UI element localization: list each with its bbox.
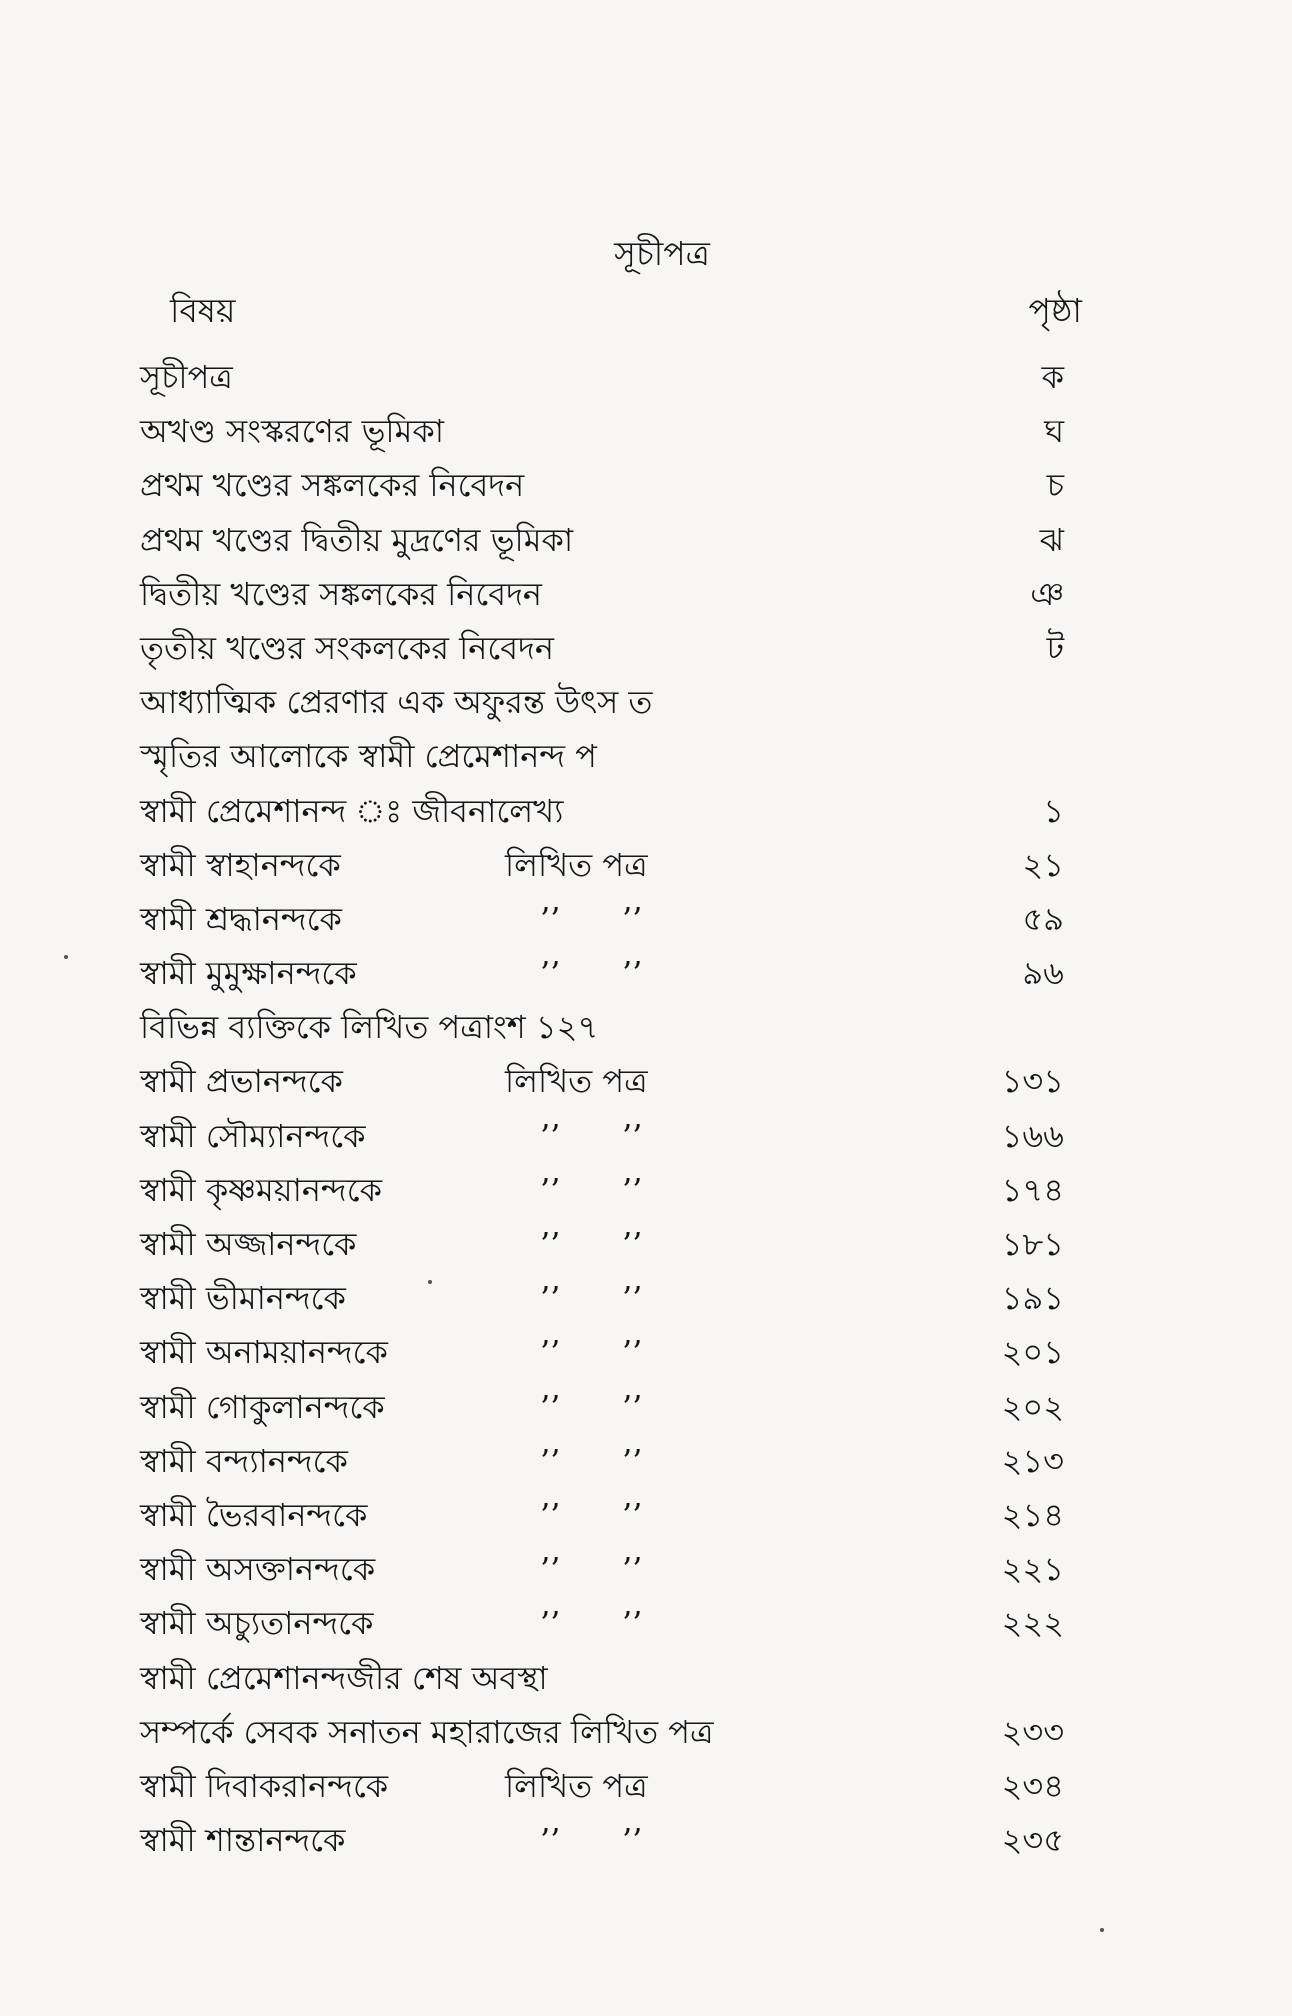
toc-entry-title: স্বামী বন্দ্যানন্দকে bbox=[140, 1441, 348, 1480]
toc-entry-title: স্বামী শান্তানন্দকে bbox=[140, 1821, 346, 1860]
subject-column-header: বিষয় bbox=[170, 291, 236, 330]
ditto-mark: ’’ bbox=[622, 899, 643, 938]
toc-entry-page: ৫৯ bbox=[1022, 899, 1064, 938]
toc-entry-page: ২০২ bbox=[1001, 1387, 1064, 1426]
ditto-mark: ’’ bbox=[540, 1604, 561, 1643]
toc-entry bbox=[140, 1651, 1080, 1705]
toc-entry bbox=[140, 1325, 1080, 1379]
toc-entry bbox=[140, 567, 1080, 621]
toc-entry-title: স্বামী প্রেমেশানন্দজীর শেষ অবস্থা bbox=[140, 1658, 548, 1697]
toc-entry bbox=[140, 1109, 1080, 1163]
toc-entry-page: ২২২ bbox=[1001, 1604, 1064, 1643]
ditto-mark: ’’ bbox=[540, 1821, 561, 1860]
ditto-mark: ’’ bbox=[540, 954, 561, 993]
print-speck bbox=[1100, 1928, 1104, 1932]
ditto-mark: ’’ bbox=[622, 1170, 643, 1209]
toc-entry-title: আধ্যাত্মিক প্রেরণার এক অফুরন্ত উৎস ত bbox=[140, 683, 653, 722]
toc-entry bbox=[140, 1488, 1080, 1542]
toc-entry-title: স্বামী স্বাহানন্দকে bbox=[140, 845, 341, 884]
letter-label: লিখিত পত্র bbox=[505, 845, 648, 884]
ditto-mark: ’’ bbox=[540, 1387, 561, 1426]
toc-entry-title: স্বামী সৌম্যানন্দকে bbox=[140, 1116, 366, 1155]
ditto-mark: ’’ bbox=[540, 1225, 561, 1263]
toc-entry bbox=[140, 729, 1080, 783]
toc-entry-title: স্বামী ভীমানন্দকে bbox=[140, 1279, 346, 1318]
toc-entry bbox=[140, 350, 1080, 404]
toc-entry bbox=[140, 1434, 1080, 1488]
ditto-mark: ’’ bbox=[540, 1170, 561, 1209]
toc-entry-title: বিভিন্ন ব্যক্তিকে লিখিত পত্রাংশ ১২৭ bbox=[140, 1008, 599, 1047]
toc-entry-page: ঝ bbox=[1039, 520, 1064, 559]
ditto-mark: ’’ bbox=[540, 1279, 561, 1318]
ditto-mark: ’’ bbox=[622, 1116, 643, 1155]
toc-entry bbox=[140, 1759, 1080, 1813]
toc-entry-page: ঘ bbox=[1044, 412, 1064, 451]
toc-entry-title: স্বামী অজ্জানন্দকে bbox=[140, 1225, 357, 1263]
toc-entry bbox=[140, 838, 1080, 892]
toc-entry-title: স্বামী শ্রদ্ধানন্দকে bbox=[140, 899, 342, 938]
ditto-mark: ’’ bbox=[622, 1604, 643, 1643]
toc-entry-title: অখণ্ড সংস্করণের ভূমিকা bbox=[140, 412, 445, 451]
toc-entry-title: স্বামী ভৈরবানন্দকে bbox=[140, 1495, 368, 1534]
toc-entry-page: ট bbox=[1046, 628, 1064, 667]
toc-entry-title: স্বামী অনাময়ানন্দকে bbox=[140, 1333, 388, 1372]
toc-entry-page: ২২১ bbox=[1001, 1550, 1064, 1589]
toc-entry bbox=[140, 1271, 1080, 1325]
toc-entry-title: দ্বিতীয় খণ্ডের সঙ্কলকের নিবেদন bbox=[140, 574, 542, 613]
toc-entry bbox=[140, 1163, 1080, 1217]
ditto-mark: ’’ bbox=[540, 1116, 561, 1155]
ditto-mark: ’’ bbox=[622, 1550, 643, 1589]
ditto-mark: ’’ bbox=[622, 1333, 643, 1372]
toc-entry bbox=[140, 784, 1080, 838]
toc-entry bbox=[140, 1596, 1080, 1650]
ditto-mark: ’’ bbox=[622, 1495, 643, 1534]
toc-entry-title: স্বামী কৃষ্ণময়ানন্দকে bbox=[140, 1170, 382, 1209]
toc-entry bbox=[140, 1054, 1080, 1108]
toc-entry-page: ১৬৬ bbox=[1001, 1116, 1064, 1155]
letter-label: লিখিত পত্র bbox=[505, 1766, 648, 1805]
toc-entry-page: ২৩৪ bbox=[1001, 1766, 1064, 1805]
toc-entry-page: ২১ bbox=[1022, 845, 1064, 884]
toc-entry-page: চ bbox=[1046, 466, 1064, 505]
toc-entry-page: ১৭৪ bbox=[1001, 1170, 1064, 1209]
toc-entry-title: স্বামী দিবাকরানন্দকে bbox=[140, 1766, 389, 1805]
toc-entry bbox=[140, 1217, 1080, 1271]
toc-entry-title: স্বামী মুমুক্ষানন্দকে bbox=[140, 954, 357, 993]
ditto-mark: ’’ bbox=[622, 954, 643, 993]
toc-entry bbox=[140, 1000, 1080, 1054]
ditto-mark: ’’ bbox=[622, 1821, 643, 1860]
toc-entry-title: স্বামী প্রভানন্দকে bbox=[140, 1062, 343, 1101]
toc-entry bbox=[140, 675, 1080, 729]
ditto-mark: ’’ bbox=[622, 1387, 643, 1426]
ditto-mark: ’’ bbox=[540, 1495, 561, 1534]
toc-entry-title: সম্পর্কে সেবক সনাতন মহারাজের লিখিত পত্র bbox=[140, 1712, 714, 1751]
toc-entry-page: ক bbox=[1041, 358, 1064, 396]
toc-entry-title: প্রথম খণ্ডের দ্বিতীয় মুদ্রণের ভূমিকা bbox=[140, 520, 574, 559]
ditto-mark: ’’ bbox=[540, 1441, 561, 1480]
ditto-mark: ’’ bbox=[622, 1225, 643, 1263]
ditto-mark: ’’ bbox=[622, 1441, 643, 1480]
toc-entry-title: সূচীপত্র bbox=[140, 358, 233, 396]
toc-entry-page: ঞ bbox=[1030, 574, 1064, 613]
toc-entry bbox=[140, 1813, 1080, 1867]
toc-entry-page: ১৩১ bbox=[1001, 1062, 1064, 1101]
toc-entry-page: ১৯১ bbox=[1001, 1279, 1064, 1318]
toc-entry-title: স্বামী অচ্যুতানন্দকে bbox=[140, 1604, 374, 1643]
toc-entry bbox=[140, 404, 1080, 458]
toc-entry bbox=[140, 946, 1080, 1000]
toc-entry-title: স্বামী অসক্তানন্দকে bbox=[140, 1550, 376, 1589]
ditto-mark: ’’ bbox=[540, 899, 561, 938]
table-of-contents bbox=[140, 350, 1080, 1867]
print-speck bbox=[64, 955, 68, 959]
print-speck bbox=[428, 1280, 432, 1284]
ditto-mark: ’’ bbox=[622, 1279, 643, 1318]
toc-entry-page: ২১৪ bbox=[1001, 1495, 1064, 1534]
toc-entry-title: স্মৃতির আলোকে স্বামী প্রেমেশানন্দ প bbox=[140, 737, 597, 776]
ditto-mark: ’’ bbox=[540, 1333, 561, 1372]
toc-entry bbox=[140, 1380, 1080, 1434]
toc-entry-page: ১৮১ bbox=[1001, 1225, 1064, 1263]
toc-entry-title: স্বামী প্রেমেশানন্দ ঃ জীবনালেখ্য bbox=[140, 791, 564, 830]
toc-entry-page: ১ bbox=[1043, 791, 1064, 830]
toc-entry-page: ৯৬ bbox=[1022, 954, 1064, 993]
toc-entry bbox=[140, 513, 1080, 567]
toc-entry-page: ২৩৩ bbox=[1001, 1712, 1064, 1751]
toc-entry-title: স্বামী গোকুলানন্দকে bbox=[140, 1387, 385, 1426]
toc-entry bbox=[140, 621, 1080, 675]
toc-entry-page: ২১৩ bbox=[1001, 1441, 1064, 1480]
ditto-mark: ’’ bbox=[540, 1550, 561, 1589]
toc-entry-title: তৃতীয় খণ্ডের সংকলকের নিবেদন bbox=[140, 628, 554, 667]
letter-label: লিখিত পত্র bbox=[505, 1062, 648, 1101]
toc-entry bbox=[140, 892, 1080, 946]
toc-entry bbox=[140, 1705, 1080, 1759]
toc-entry-page: ২৩৫ bbox=[1001, 1821, 1064, 1860]
toc-entry-title: প্রথম খণ্ডের সঙ্কলকের নিবেদন bbox=[140, 466, 525, 505]
toc-entry bbox=[140, 458, 1080, 512]
page-column-header: পৃষ্ঠা bbox=[1028, 291, 1082, 330]
toc-entry bbox=[140, 1542, 1080, 1596]
toc-entry-page: ২০১ bbox=[1001, 1333, 1064, 1372]
page-title: সূচীপত্র bbox=[614, 234, 710, 273]
